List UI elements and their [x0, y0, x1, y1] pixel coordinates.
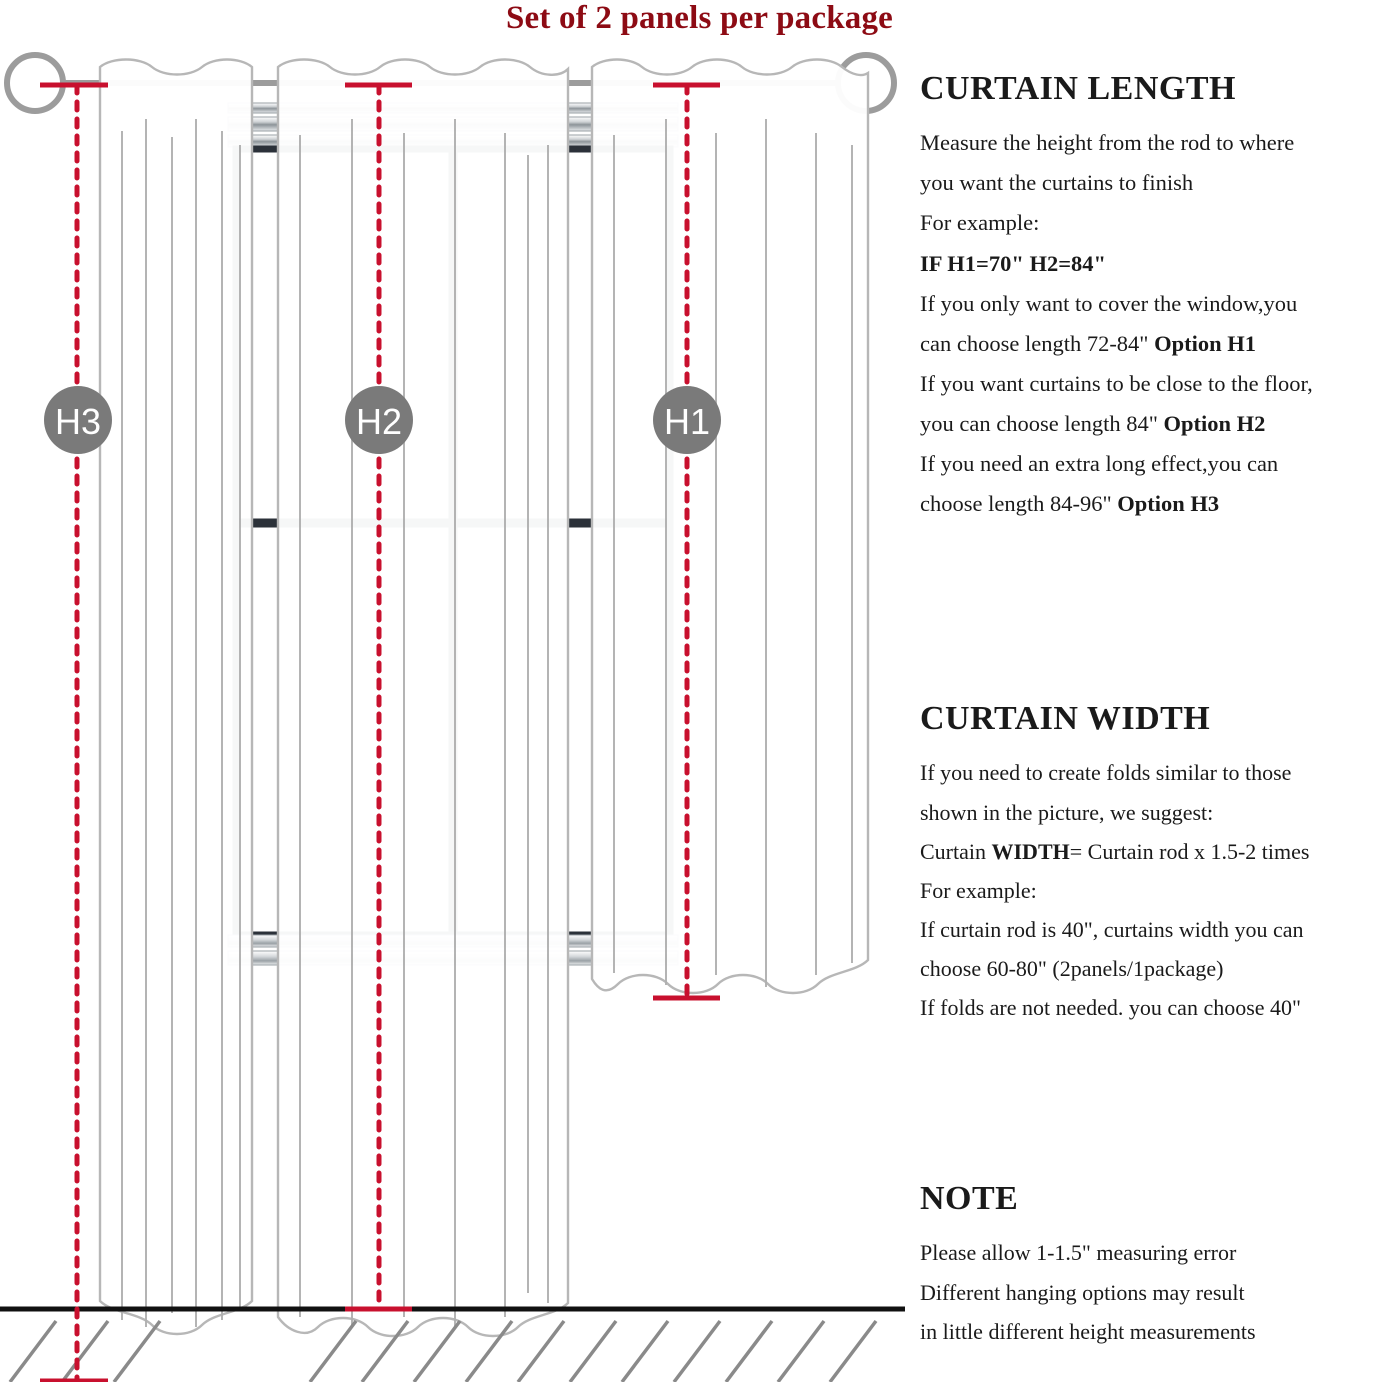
note-line-3: in little different height measurements	[920, 1318, 1256, 1344]
option-h3: Option H3	[1117, 490, 1220, 516]
length-line-8: you can choose length 84"	[920, 410, 1164, 436]
length-line-2: you want the curtains to finish	[920, 170, 1194, 196]
badge-h2	[345, 386, 413, 454]
note-line-1: Please allow 1-1.5" measuring error	[920, 1240, 1237, 1266]
width-line-4: For example:	[920, 877, 1037, 903]
length-line-3: For example:	[920, 210, 1040, 236]
text-column	[920, 70, 1390, 1382]
curtain-panel-middle	[278, 60, 568, 1337]
badge-h2-label: H2	[355, 401, 403, 442]
width-line-2: shown in the picture, we suggest:	[920, 799, 1214, 825]
length-line-9: If you need an extra long effect,you can	[920, 450, 1279, 476]
width-line-3a: Curtain	[920, 838, 992, 864]
option-h1: Option H1	[1154, 330, 1257, 356]
curtain-length-body	[920, 123, 1390, 523]
diagram-svg	[0, 45, 905, 1382]
note-body	[920, 1233, 1390, 1350]
curtain-width-body	[920, 753, 1398, 1027]
badge-h1	[653, 386, 721, 454]
heading-curtain-length: CURTAIN LENGTH	[920, 70, 1236, 107]
length-line-1: Measure the height from the rod to where	[920, 130, 1295, 156]
note-line-2: Different hanging options may result	[920, 1279, 1245, 1305]
measure-h3	[40, 85, 108, 1381]
heading-curtain-width: CURTAIN WIDTH	[920, 700, 1211, 737]
curtain-panel-right	[592, 60, 868, 994]
width-line-1: If you need to create folds similar to those	[920, 760, 1292, 786]
length-line-10: choose length 84-96"	[920, 490, 1118, 516]
heading-note: NOTE	[920, 1180, 1019, 1217]
width-line-5: If curtain rod is 40", curtains width you can	[920, 917, 1304, 943]
length-line-5: If you only want to cover the window,you	[920, 290, 1298, 316]
badge-h3	[44, 386, 112, 454]
section-curtain-width	[920, 700, 1398, 1027]
badge-h1-label: H1	[663, 401, 711, 442]
curtain-diagram	[0, 45, 905, 1382]
width-keyword: WIDTH	[991, 838, 1070, 864]
length-line-6: can choose length 72-84"	[920, 330, 1155, 356]
page-title: Set of 2 panels per package	[505, 0, 894, 36]
section-curtain-length	[920, 70, 1390, 524]
width-line-7: If folds are not needed. you can choose 40"	[920, 995, 1302, 1021]
section-note	[920, 1180, 1390, 1351]
length-example-values: IF H1=70" H2=84"	[920, 250, 1107, 276]
option-h2: Option H2	[1163, 410, 1266, 436]
width-line-6: choose 60-80" (2panels/1package)	[920, 956, 1224, 982]
curtain-panel-left	[100, 60, 252, 1335]
badge-h3-label: H3	[54, 401, 102, 442]
width-line-3c: = Curtain rod x 1.5-2 times	[1069, 838, 1310, 864]
length-line-7: If you want curtains to be close to the floor,	[920, 370, 1313, 396]
